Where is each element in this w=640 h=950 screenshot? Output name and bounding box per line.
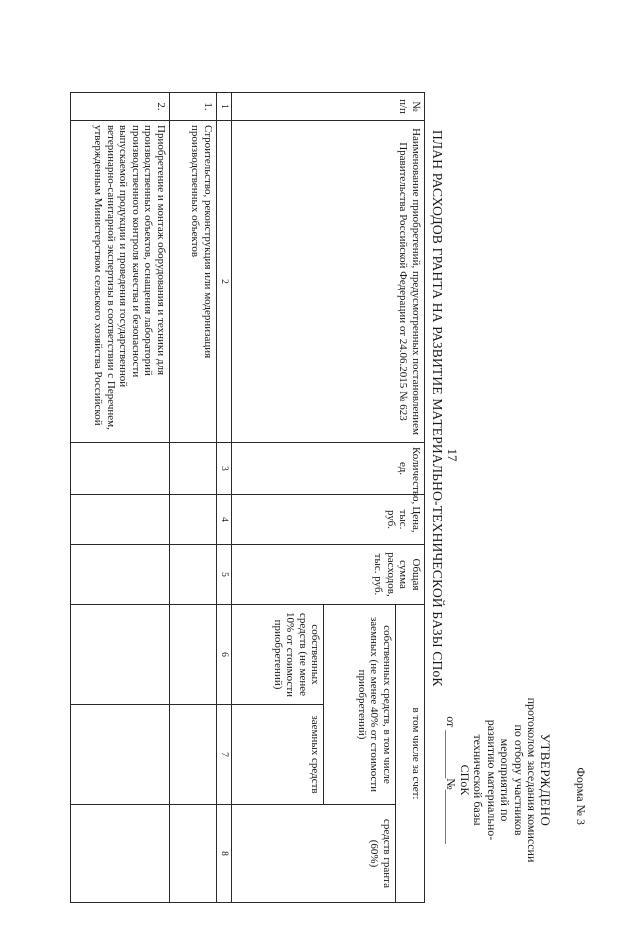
approval-line: протоколом заседания комиссии [525,697,540,863]
empty-cell [71,605,170,705]
grant-expense-table [70,92,425,903]
row-name: Строительство, реконструкция или модернизация производственных объектов [170,121,217,443]
column-number: 8 [217,805,232,903]
header-own: собственных средств (не менее 10% от стоимости приобретений) [232,605,324,705]
table-row [170,93,217,903]
approval-line: развитию материально-технической базы [471,719,499,841]
empty-cell [170,705,217,805]
header-num: № п/п [232,93,425,121]
form-label: Форма № 3 [574,767,588,825]
header-grant: средств гранта (60%) [232,805,396,903]
header-including: в том числе за счет: [395,605,424,903]
table-row [71,93,170,903]
column-number: 1 [217,93,232,121]
empty-cell [170,605,217,705]
header-total: Общая сумма расходов, тыс. руб. [232,545,425,605]
column-number: 2 [217,121,232,443]
empty-cell [170,443,217,495]
column-number: 7 [217,705,232,805]
row-number: 1. [170,93,217,121]
row-name: Приобретение и монтаж оборудования и техники для производственных объектов, оснащения лабораторий производственного контроля качества и безопасности выпускаемой продукции и проведения государственной ветеринарно-санитарной экспертизы в соответствии с Перечнем, утвержденным Министерством сельского хозяйства Российской [71,121,170,443]
approval-title: УТВЕРЖДЕНО [538,733,553,827]
column-number: 3 [217,443,232,495]
header-borrowed: заемных средств [232,705,324,805]
header-own-total: собственных средств, в том числе заемных (не менее 40% от стоимости приобретений) [324,605,395,805]
column-number: 4 [217,495,232,545]
empty-cell [71,545,170,605]
empty-cell [71,705,170,805]
empty-cell [71,805,170,903]
approval-block [444,690,552,870]
row-number: 2. [71,93,170,121]
document-title: ПЛАН РАСХОДОВ ГРАНТА НА РАЗВИТИЕ МАТЕРИАЛЬНО-ТЕХНИЧЕСКОЙ БАЗЫ СПоК [430,130,445,687]
empty-cell [170,545,217,605]
header-name: Наименование приобретений, предусмотренных постановлением Правительства Российской Федерации от 24.06.2015 № 623 [232,121,425,443]
header-price: Цена, тыс. руб. [232,495,425,545]
header-quantity: Количество, ед. [232,443,425,495]
approval-date-line: от ________№_________ [444,716,459,844]
column-number: 6 [217,605,232,705]
empty-cell [170,805,217,903]
approval-line: СПоК [458,764,472,796]
empty-cell [71,495,170,545]
page-number: 17 [445,448,460,462]
empty-cell [170,495,217,545]
column-number: 5 [217,545,232,605]
empty-cell [71,443,170,495]
approval-line: по отбору участников мероприятий по [498,724,526,836]
